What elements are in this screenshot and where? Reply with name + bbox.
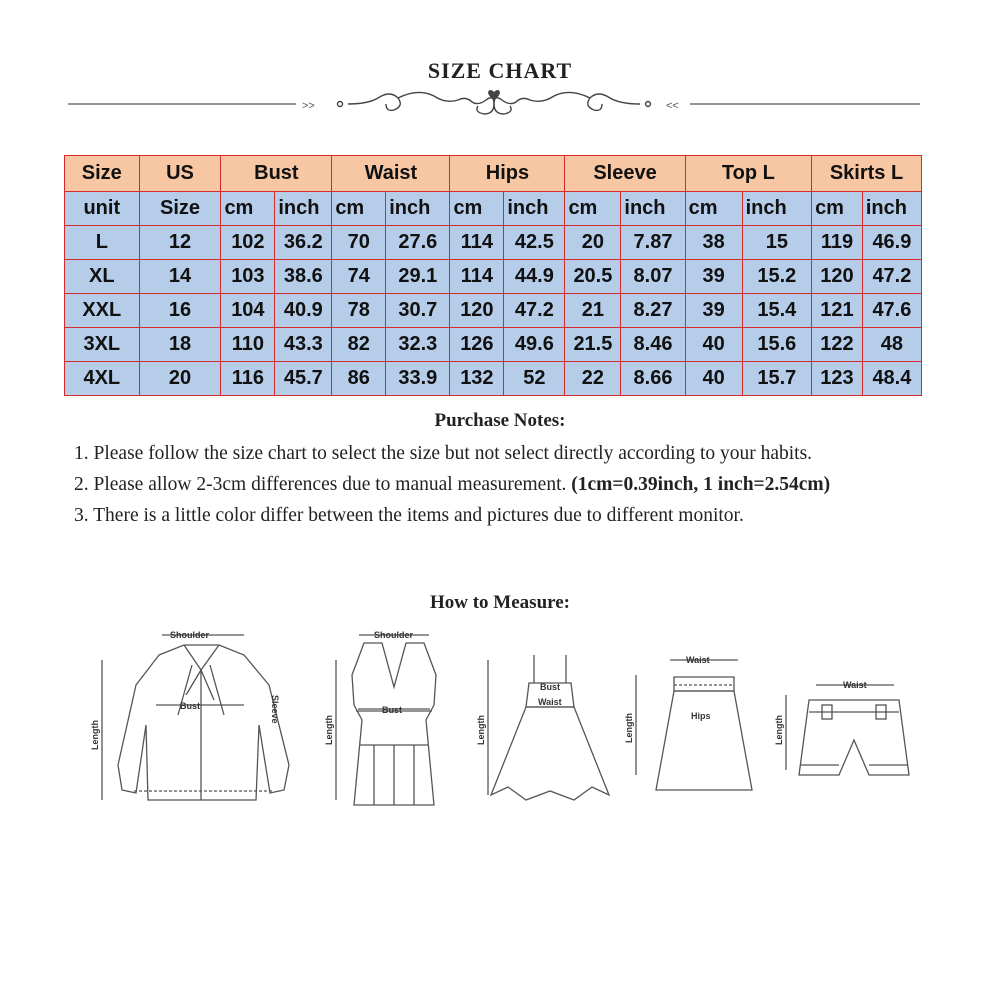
table-cell: 114 (450, 260, 504, 294)
table-cell: 29.1 (386, 260, 450, 294)
unit-cell: inch (742, 192, 811, 226)
table-cell: 120 (450, 294, 504, 328)
table-cell: 15 (742, 226, 811, 260)
unit-cell: inch (621, 192, 685, 226)
table-row (65, 362, 922, 396)
table-cell: 52 (504, 362, 565, 396)
purchase-notes (74, 438, 944, 531)
table-cell: 82 (332, 328, 386, 362)
note-2 (74, 469, 944, 500)
table-cell: 36.2 (275, 226, 332, 260)
unit-cell: inch (386, 192, 450, 226)
unit-cell: Size (139, 192, 221, 226)
table-cell: 78 (332, 294, 386, 328)
size-label-cell: XL (65, 260, 140, 294)
shirt-diagram (118, 645, 289, 800)
tank-shoulder-label: Shoulder (374, 630, 414, 640)
size-label-cell: 4XL (65, 362, 140, 396)
table-cell: 20 (139, 362, 221, 396)
size-label-cell: 3XL (65, 328, 140, 362)
table-cell: 39 (685, 260, 742, 294)
table-cell: 49.6 (504, 328, 565, 362)
unit-cell: cm (450, 192, 504, 226)
table-cell: 119 (812, 226, 863, 260)
table-cell: 8.07 (621, 260, 685, 294)
table-cell: 8.27 (621, 294, 685, 328)
shirt-bust-label: Bust (180, 701, 200, 711)
shorts-diagram (799, 700, 909, 775)
size-label-cell: XXL (65, 294, 140, 328)
table-cell: 102 (221, 226, 275, 260)
header-cell: Bust (221, 156, 332, 192)
table-cell: 122 (812, 328, 863, 362)
table-cell: 45.7 (275, 362, 332, 396)
table-cell: 18 (139, 328, 221, 362)
table-cell: 21.5 (565, 328, 621, 362)
table-cell: 104 (221, 294, 275, 328)
unit-cell: cm (812, 192, 863, 226)
skirt-waist-label: Waist (686, 655, 710, 665)
table-cell: 47.6 (862, 294, 921, 328)
shirt-shoulder-label: Shoulder (170, 630, 210, 640)
header-cell: Size (65, 156, 140, 192)
table-cell: 15.6 (742, 328, 811, 362)
shirt-length-label: Length (90, 720, 100, 750)
unit-cell: cm (332, 192, 386, 226)
table-cell: 8.46 (621, 328, 685, 362)
table-row (65, 260, 922, 294)
shirt-sleeve-label: Sleeve (270, 695, 280, 724)
how-to-measure-title: How to Measure: (429, 592, 570, 613)
table-cell: 20.5 (565, 260, 621, 294)
skirt-hips-label: Hips (691, 711, 711, 721)
tank-length-label: Length (324, 715, 334, 745)
dress-diagram (491, 655, 609, 800)
tank-bust-label: Bust (382, 705, 402, 715)
table-row (65, 294, 922, 328)
table-cell: 47.2 (504, 294, 565, 328)
unit-cell: unit (65, 192, 140, 226)
table-cell: 30.7 (386, 294, 450, 328)
table-cell: 46.9 (862, 226, 921, 260)
table-cell: 132 (450, 362, 504, 396)
measurement-diagrams (74, 615, 940, 830)
table-cell: 116 (221, 362, 275, 396)
table-cell: 38.6 (275, 260, 332, 294)
note-2-conversion: (1cm=0.39inch, 1 inch=2.54cm) (571, 474, 831, 495)
table-header-row (65, 156, 922, 192)
table-cell: 12 (139, 226, 221, 260)
table-cell: 48 (862, 328, 921, 362)
size-label-cell: L (65, 226, 140, 260)
table-cell: 15.7 (742, 362, 811, 396)
purchase-notes-title: Purchase Notes: (434, 410, 566, 431)
header-cell: Sleeve (565, 156, 685, 192)
header-cell: Top L (685, 156, 811, 192)
table-row (65, 328, 922, 362)
unit-cell: cm (221, 192, 275, 226)
unit-cell: inch (504, 192, 565, 226)
table-cell: 22 (565, 362, 621, 396)
ornament-right-arrows: << (666, 100, 679, 112)
dress-bust-label: Bust (540, 682, 560, 692)
table-cell: 40 (685, 328, 742, 362)
table-unit-row (65, 192, 922, 226)
table-cell: 16 (139, 294, 221, 328)
table-cell: 103 (221, 260, 275, 294)
table-cell: 21 (565, 294, 621, 328)
table-cell: 32.3 (386, 328, 450, 362)
table-cell: 74 (332, 260, 386, 294)
table-cell: 14 (139, 260, 221, 294)
table-cell: 48.4 (862, 362, 921, 396)
title-ornament (68, 86, 920, 122)
unit-cell: inch (862, 192, 921, 226)
header-cell: Hips (450, 156, 565, 192)
table-cell: 120 (812, 260, 863, 294)
header-cell: Waist (332, 156, 450, 192)
unit-cell: inch (275, 192, 332, 226)
table-cell: 121 (812, 294, 863, 328)
unit-cell: cm (685, 192, 742, 226)
table-cell: 15.2 (742, 260, 811, 294)
dress-waist-label: Waist (538, 697, 562, 707)
table-cell: 42.5 (504, 226, 565, 260)
table-row (65, 226, 922, 260)
dress-length-label: Length (476, 715, 486, 745)
table-cell: 86 (332, 362, 386, 396)
table-cell: 126 (450, 328, 504, 362)
header-cell: US (139, 156, 221, 192)
skirt-diagram (656, 677, 752, 790)
size-table (64, 155, 922, 396)
table-cell: 38 (685, 226, 742, 260)
table-cell: 123 (812, 362, 863, 396)
table-cell: 20 (565, 226, 621, 260)
table-cell: 27.6 (386, 226, 450, 260)
table-cell: 40.9 (275, 294, 332, 328)
shorts-waist-label: Waist (843, 680, 867, 690)
table-cell: 43.3 (275, 328, 332, 362)
skirt-length-label: Length (624, 713, 634, 743)
header-cell: Skirts L (812, 156, 922, 192)
table-cell: 47.2 (862, 260, 921, 294)
table-cell: 114 (450, 226, 504, 260)
unit-cell: cm (565, 192, 621, 226)
table-cell: 39 (685, 294, 742, 328)
note-1: 1. Please follow the size chart to select the size but not select directly according to your habits. (74, 443, 813, 464)
ornament-left-arrows: >> (302, 100, 315, 112)
table-cell: 110 (221, 328, 275, 362)
table-cell: 40 (685, 362, 742, 396)
table-cell: 33.9 (386, 362, 450, 396)
table-cell: 70 (332, 226, 386, 260)
page-title: SIZE CHART (427, 58, 573, 83)
shorts-length-label: Length (774, 715, 784, 745)
table-cell: 15.4 (742, 294, 811, 328)
note-2-text: 2. Please allow 2-3cm differences due to manual measurement. (74, 474, 572, 495)
table-cell: 7.87 (621, 226, 685, 260)
table-cell: 8.66 (621, 362, 685, 396)
note-3: 3. There is a little color differ between the items and pictures due to different monitor. (74, 505, 744, 526)
tank-diagram (352, 643, 436, 805)
table-cell: 44.9 (504, 260, 565, 294)
